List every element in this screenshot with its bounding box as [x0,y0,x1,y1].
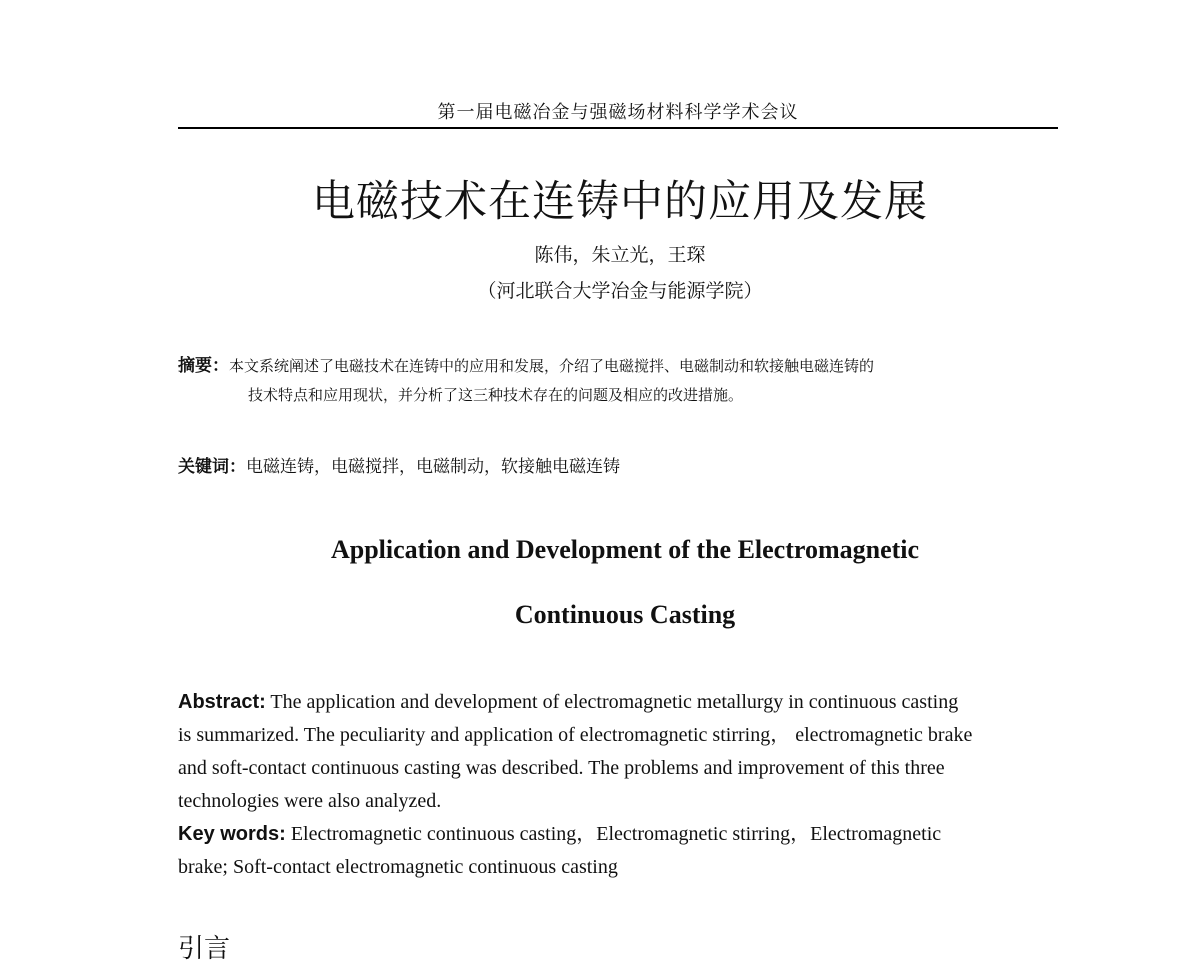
en-keywords-line2: brake; Soft-contact electromagnetic continuous casting [178,856,618,878]
en-abstract-line4: technologies were also analyzed. [178,790,442,812]
cn-authors: 陈伟，朱立光，王琛 [534,244,706,266]
en-keywords-line1: Electromagnetic continuous casting，Electromagnetic stirring，Electromagnetic [285,823,942,845]
en-keywords [178,818,1058,884]
en-keywords-label: Key words: [178,823,286,845]
cn-keywords-text: 电磁连铸，电磁搅拌，电磁制动，软接触电磁连铸 [246,457,620,477]
cn-affiliation: （河北联合大学冶金与能源学院） [477,280,763,302]
en-title-line1: Application and Development of the Electromagnetic [330,535,920,564]
en-abstract-label: Abstract: [178,691,266,713]
header-rule [178,127,1058,129]
cn-abstract-line1: 本文系统阐述了电磁技术在连铸中的应用和发展，介绍了电磁搅拌、电磁制动和软接触电磁连铸的 [229,357,875,375]
cn-title: 电磁技术在连铸中的应用及发展 [312,177,928,227]
cn-abstract-line2: 技术特点和应用现状，并分析了这三种技术存在的问题及相应的改进措施。 [248,386,744,404]
section-heading: 引言 [178,934,231,964]
cn-keywords [178,452,1058,477]
en-abstract-line2: is summarized. The peculiarity and application of electromagnetic stirring， electromagnetic brake [178,724,973,746]
cn-abstract-label: 摘要： [178,356,229,376]
cn-keywords-label: 关键词： [178,457,246,477]
en-abstract-line1: The application and development of electromagnetic metallurgy in continuous casting [265,691,959,713]
en-abstract [178,686,1058,818]
running-header: 第一届电磁冶金与强磁场材料科学学术会议 [437,102,799,123]
en-title-line2: Continuous Casting [514,600,736,629]
en-abstract-line3: and soft-contact continuous casting was described. The problems and improvement of this three [178,757,945,779]
cn-abstract [178,352,1058,410]
